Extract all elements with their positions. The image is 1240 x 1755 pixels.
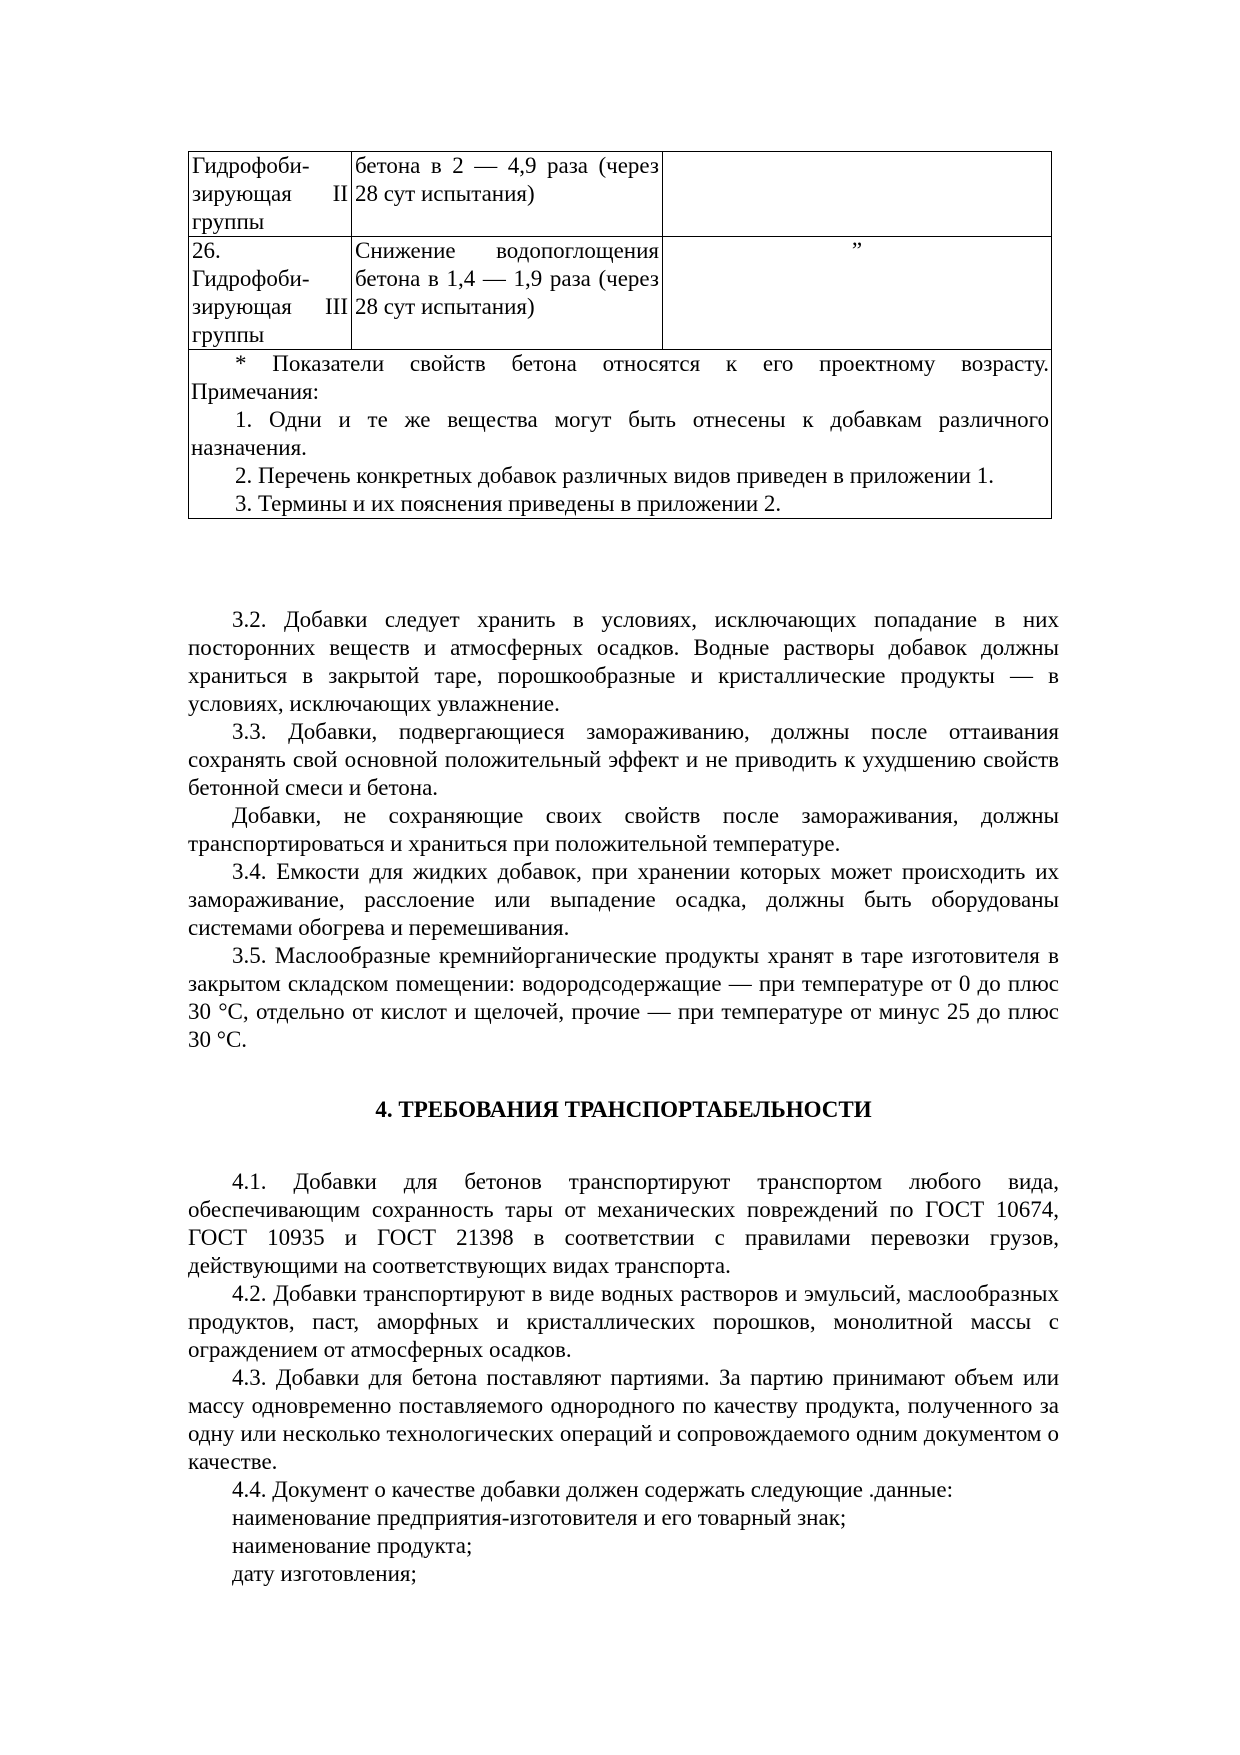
ditto-mark: ” — [851, 238, 863, 263]
paragraph: 3.5. Маслообразные кремнийорганические продукты хранят в таре изготовителя в закрытом складском помещении: водородсодержащие — при температуре от 0 до плюс 30 °С, отдельно от кислот и щелочей, прочие — при температуре от минус 25 до плюс 30 °С. — [188, 943, 1059, 1052]
additive-name-line: группы — [192, 322, 265, 347]
additive-name-line: Гидрофоби- — [192, 266, 310, 291]
table-row — [189, 237, 1052, 350]
additive-effect-cell: Снижение водопоглощения бетона в 1,4 — 1,9 раза (через 28 сут испытания) — [352, 237, 663, 350]
additive-name-line: зирующая III — [192, 294, 348, 319]
table-notes-row — [189, 350, 1052, 519]
paragraph: Добавки, не сохраняющие своих свойств после замораживания, должны транспортироваться и храниться при положительной температуре. — [188, 803, 1059, 856]
table-notes-cell — [189, 350, 1052, 519]
additive-name-cell — [189, 152, 352, 237]
paragraph: 4.4. Документ о качестве добавки должен содержать следующие .данные: — [232, 1477, 953, 1502]
paragraph: 3.2. Добавки следует хранить в условиях, исключающих попадание в них посторонних веществ и атмосферных осадков. Водные растворы добавок должны храниться в закрытой таре, порошкообразные и кристаллические продукты — в условиях, исключающих увлажнение. — [188, 607, 1059, 716]
additives-table — [188, 151, 1052, 519]
additive-name-line: 26. — [192, 238, 221, 263]
list-item: наименование продукта; — [232, 1533, 473, 1558]
paragraph: 3.3. Добавки, подвергающиеся замораживанию, должны после оттаивания сохранять свой основной положительный эффект и не приводить к ухудшению свойств бетонной смеси и бетона. — [188, 719, 1059, 800]
transport-section — [188, 1168, 1059, 1588]
note-item: 2. Перечень конкретных добавок различных видов приведен в приложении 1. — [235, 463, 994, 488]
table-footnote: * Показатели свойств бетона относятся к его проектному возрасту. — [235, 351, 1049, 376]
note-item: 3. Термины и их пояснения приведены в приложении 2. — [235, 491, 782, 516]
notes-title: Примечания: — [191, 379, 319, 404]
list-item: наименование предприятия-изготовителя и его товарный знак; — [232, 1505, 847, 1530]
paragraph: 4.1. Добавки для бетонов транспортируют транспортом любого вида, обеспечивающим сохранность тары от механических повреждений по ГОСТ 10674, ГОСТ 10935 и ГОСТ 21398 в соответствии с правилами перевозки грузов, действующими на соответствующих видах транспорта. — [188, 1169, 1059, 1278]
additive-name-line: зирующая II — [192, 181, 348, 206]
additive-name-cell — [189, 237, 352, 350]
paragraph: 4.2. Добавки транспортируют в виде водных растворов и эмульсий, маслообразных продуктов, паст, аморфных и кристаллических порошков, монолитной массы с ограждением от атмосферных осадков. — [188, 1281, 1059, 1362]
additive-name-line: группы — [192, 209, 265, 234]
additive-mark-cell — [663, 152, 1052, 237]
storage-section — [188, 606, 1059, 1054]
note-item: 1. Одни и те же вещества могут быть отнесены к добавкам различного назначения. — [191, 407, 1049, 460]
list-item: дату изготовления; — [232, 1561, 417, 1586]
paragraph: 4.3. Добавки для бетона поставляют партиями. За партию принимают объем или массу одновременно поставляемого однородного по качеству продукта, полученного за одну или несколько технологических операций и сопровождаемого одним документом о качестве. — [188, 1365, 1059, 1474]
table-row — [189, 152, 1052, 237]
additive-name-line: Гидрофоби- — [192, 153, 310, 178]
additive-mark-cell — [663, 237, 1052, 350]
additive-effect-cell: бетона в 2 — 4,9 раза (через 28 сут испытания) — [352, 152, 663, 237]
paragraph: 3.4. Емкости для жидких добавок, при хранении которых может происходить их замораживание, расслоение или выпадение осадка, должны быть оборудованы системами обогрева и перемешивания. — [188, 859, 1059, 940]
section-heading: 4. ТРЕБОВАНИЯ ТРАНСПОРТАБЕЛЬНОСТИ — [375, 1097, 872, 1122]
